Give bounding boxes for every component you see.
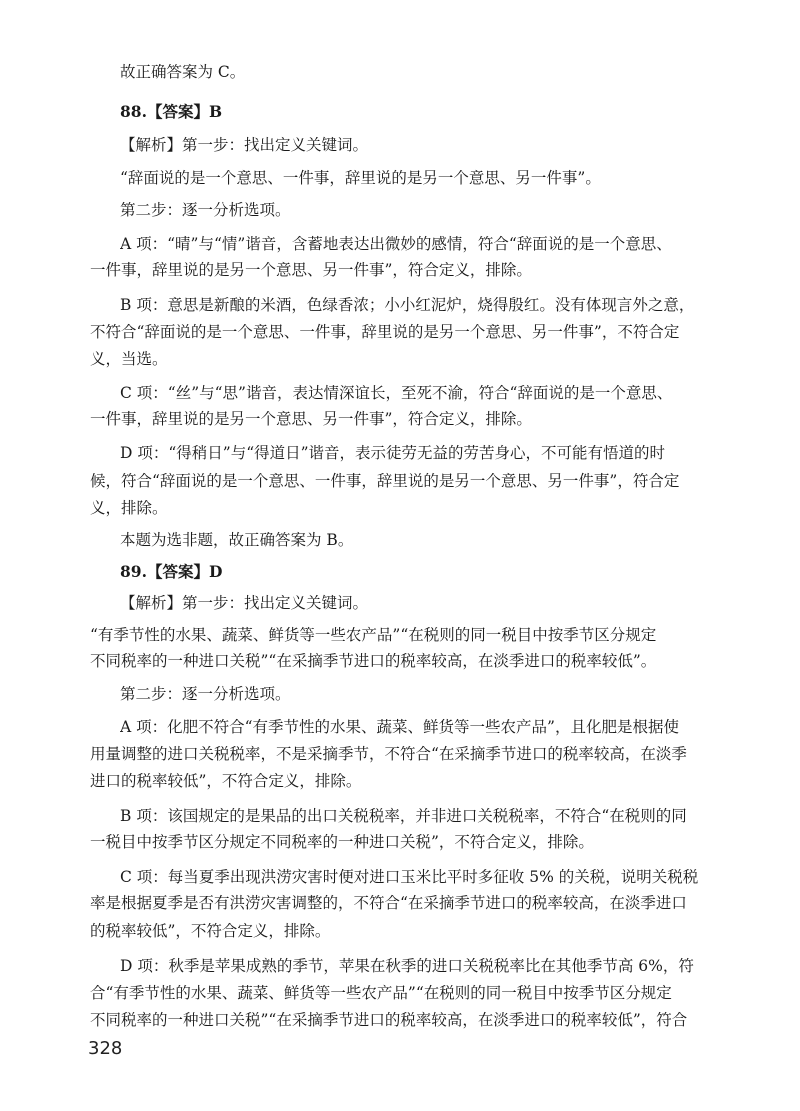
text-line: 率是根据夏季是否有洪涝灾害调整的，不符合“在采摘季节进口的税率较高，在淡季进口 xyxy=(90,894,687,912)
text-line: 合“有季节性的水果、蔬菜、鲜货等一些农产品”“在税则的同一税目中按季节区分规定 xyxy=(90,984,672,1002)
text-line: 不同税率的一种进口关税”“在采摘季节进口的税率较高，在淡季进口的税率较低”，符合 xyxy=(90,1011,688,1029)
analysis-heading: 【解析】第一步：找出定义关键词。 xyxy=(120,594,369,612)
text-line: 进口的税率较低”，不符合定义，排除。 xyxy=(90,772,362,790)
answer-heading-89: 89.【答案】D xyxy=(120,562,223,581)
text-line: 义，当选。 xyxy=(90,350,168,368)
option-b-line: B 项：意思是新酿的米酒，色绿香浓；小小红泥炉，烧得殷红。没有体现言外之意， xyxy=(120,296,695,314)
text-line: 义，排除。 xyxy=(90,499,168,517)
option-a-line: A 项：化肥不符合“有季节性的水果、蔬菜、鲜货等一些农产品”，且化肥是根据使 xyxy=(120,718,679,736)
option-d-line: D 项：“得稍日”与“得道日”谐音，表示徒劳无益的劳苦身心，不可能有悟道的时 xyxy=(120,444,666,462)
text-line: 候，符合“辞面说的是一个意思、一件事，辞里说的是另一个意思、另一件事”，符合定 xyxy=(90,472,680,490)
text-line: 的税率较低”，不符合定义，排除。 xyxy=(90,922,331,940)
text-line: 故正确答案为 C。 xyxy=(120,63,246,81)
text-line: 一税目中按季节区分规定不同税率的一种进口关税”，不符合定义，排除。 xyxy=(90,833,594,851)
text-line: 第二步：逐一分析选项。 xyxy=(120,685,291,703)
text-line: 一件事，辞里说的是另一个意思、另一件事”，符合定义，排除。 xyxy=(90,410,532,428)
option-a-line: A 项：“晴”与“情”谐音，含蓄地表达出微妙的感情，符合“辞面说的是一个意思、 xyxy=(120,235,672,253)
option-c-line: C 项：每当夏季出现洪涝灾害时便对进口玉米比平时多征收 5% 的关税，说明关税税 xyxy=(120,868,699,886)
answer-heading-88: 88.【答案】B xyxy=(120,102,223,121)
option-c-line: C 项：“丝”与“思”谐音，表达情深谊长，至死不渝，符合“辞面说的是一个意思、 xyxy=(120,384,673,402)
text-line: 第二步：逐一分析选项。 xyxy=(120,201,291,219)
text-line: 不符合“辞面说的是一个意思、一件事，辞里说的是另一个意思、另一件事”，不符合定 xyxy=(90,323,680,341)
option-d-line: D 项：秋季是苹果成熟的季节，苹果在秋季的进口关税税率比在其他季节高 6%，符 xyxy=(120,957,694,975)
text-line: “辞面说的是一个意思、一件事，辞里说的是另一个意思、另一件事”。 xyxy=(120,169,601,187)
option-b-line: B 项：该国规定的是果品的出口关税税率，并非进口关税税率，不符合“在税则的同 xyxy=(120,807,687,825)
analysis-heading: 【解析】第一步：找出定义关键词。 xyxy=(120,136,369,154)
text-line: 一件事，辞里说的是另一个意思、另一件事”，符合定义，排除。 xyxy=(90,261,532,279)
text-line: 不同税率的一种进口关税”“在采摘季节进口的税率较高，在淡季进口的税率较低”。 xyxy=(90,652,657,670)
text-line: 本题为选非题，故正确答案为 B。 xyxy=(120,531,354,549)
text-line: “有季节性的水果、蔬菜、鲜货等一些农产品”“在税则的同一税目中按季节区分规定 xyxy=(90,626,657,644)
page-number: 328 xyxy=(88,1038,123,1059)
text-line: 用量调整的进口关税税率，不是采摘季节，不符合“在采摘季节进口的税率较高，在淡季 xyxy=(90,745,687,763)
